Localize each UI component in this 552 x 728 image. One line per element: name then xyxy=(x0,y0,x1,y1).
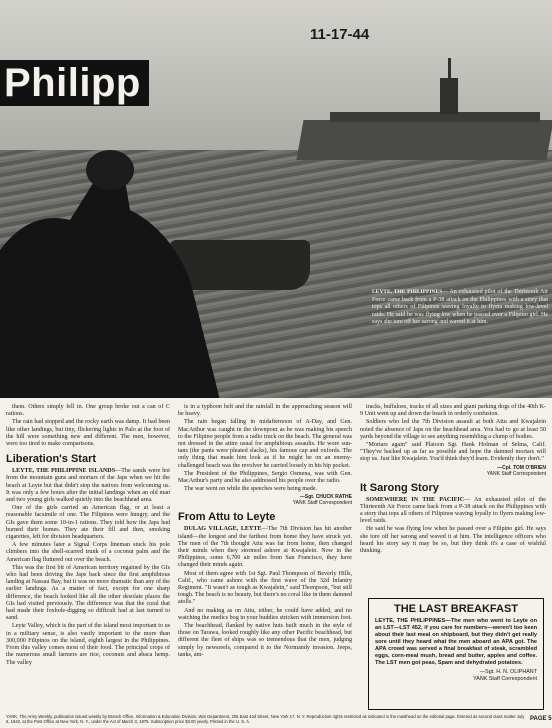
paragraph: The President of the Philippines, Sergio Osmena, was with Gen. MacArthur's party and he also addressed his people over the radio. xyxy=(178,470,352,485)
paragraph-text: —The 7th Division has hit another island—the longest and the farthest from home they have struck yet. The men of the 7th thought Attu was far from home, then changed their minds when they stormed ashore at Kwajalein. Now in the Philippines, some 6,700 air miles from San Francisco, they have changed their minds again. xyxy=(178,526,352,569)
soldier-silhouette xyxy=(0,140,220,398)
paragraph: Most of them agree with 1st Sgt. Paul Thompson of Beverly Hills, Calif., who came ashore with the first wave of the 32d Infantry Regiment. "It wasn't as tough as Kwajalein," said Thompson, "but still tough. The beach is no beauty, but there's no coral like in them damned atolls." xyxy=(178,570,352,606)
paragraph: Soldiers who led the 7th Division assault at both Attu and Kwajalein noted the absence of Japs on the beachhead area. You had to go at least 50 yards beyond the village to see anything resembling a clump of bodies. xyxy=(360,419,546,440)
caption-lead: LEYTE, THE PHILIPPINES— xyxy=(372,289,448,295)
byline xyxy=(178,494,352,506)
box-signature xyxy=(375,669,537,682)
box-title: THE LAST BREAKFAST xyxy=(393,603,519,615)
box-sign-role: YANK Staff Correspondent xyxy=(473,675,537,682)
byline-name: —Cpl. TOM O'BRIEN xyxy=(497,464,546,471)
lead-caps: DULAG VILLAGE, LEYTE xyxy=(184,526,262,533)
paragraph-text: —The sands were hot from the mountain guns and mortars of the Japs when we hit the beach at Leyte but that didn't stop the natives from welcoming us. It was only a few hours after the initial landings when an old man and two young girls walked quietly into the beachhead area. xyxy=(6,468,171,504)
paragraph: A few minutes later a Signal Corps lineman stuck his pole climbers into the shell-scarred trunk of a coconut palm and the American flag fluttered out over the beach. xyxy=(6,542,170,563)
column-2 xyxy=(178,404,352,660)
paragraph: And no making as on Attu, either, he could have added, and no watching the medics bog in your buddies stricken with immersion foot. xyxy=(178,607,352,621)
paragraph-text: — An exhausted pilot of the Thirteenth Air Force came back from a P-38 attack on the Philippines with a story that tops all others of Filipinos waving loyally to flyers making low-level raids. xyxy=(360,496,546,525)
caption-text: An exhausted pilot of the Thirteenth Air Force came back from a P-38 attack on the Philippines with a story that tops all others of Filipinos waving loyally to flyers making low-level raids. He said he was flying low when he passed over a Filipino girl. He says she tore off her sarong and waved it at him. xyxy=(372,289,549,325)
byline-role: YANK Staff Correspondent xyxy=(486,470,546,477)
paragraph: One of the girls carried an American flag, or at least a reasonable facsimile of one. The Filipinos were hungry, and the GIs gave them some 10-in-1 rations. They told how the Japs had burned their homes. They ate their fill and then, smoking cigarettes, left for division headquarters. xyxy=(6,505,170,541)
paragraph xyxy=(178,526,352,569)
byline-name: —Sgt. CHUCK RATHE xyxy=(299,494,352,501)
paragraph: is in a typhoon belt and the rainfall in the approaching season will be heavy. xyxy=(178,404,352,418)
byline xyxy=(360,465,546,477)
section-title-sarong: It Sarong Story xyxy=(360,481,439,494)
paragraph: them. Others simply fell in. One group broke out a can of C rations. xyxy=(6,404,170,418)
aircraft-carrier-hull xyxy=(296,120,552,160)
byline-role: YANK Staff Correspondent xyxy=(292,500,352,507)
paragraph xyxy=(6,468,170,504)
aircraft-carrier-island xyxy=(440,78,458,114)
section-title-liberation: Liberation's Start xyxy=(6,453,97,466)
box-sign-name: —Sgt. H. N. OLIPHANT xyxy=(479,669,537,675)
paragraph: This was the first bit of American territory regained by the GIs who had been driving the Japs back since the first amphibious landing at Nassau Bay, but it was no more dramatic than any of the earlier landings. As a matter of fact, except for one sharp difference, the beach looked like all the other desolate places the GIs had visited previously. The difference was that the coral that had made their foxhole-digging so difficult had at last turned to sand. xyxy=(6,564,170,622)
publication-footer: YANK, The Army Weekly, publication issued weekly by Branch Office, Information & Education Division, War Department, 205 East 42d Street, New York 17, N. Y. Reproduction rights restricted as indicated in the masthead on the editorial page. Entered as second class matter July 6, 1942, at the Post Office at New York, N. Y., under the Act of March 3, 1879. Subscription price $3.00 yearly. Printed in the U. S. A. xyxy=(6,714,525,725)
page-number: PAGE 5 xyxy=(530,716,552,722)
box-body: LEYTE, THE PHILIPPINES—The men who went to Leyte on an LST—LST 452, if you care for numbers—weren't too keen about their last meal on shipboard, but they didn't get really sore until they heard what the men aboard an APA got. The APA crowd was served a final breakfast of steak, scrambled eggs, corn-meal mush, bread and butter, apples and coffee. The LST men got peas, Spam and dehydrated potatoes. xyxy=(375,618,537,666)
aircraft-carrier-mast xyxy=(448,58,451,80)
aircraft-carrier-deck xyxy=(330,112,540,122)
lead-caps: LEYTE, THE PHILIPPINE ISLANDS xyxy=(12,468,116,475)
column-1 xyxy=(6,404,170,668)
paragraph: tracks, buffaloes, tracks of all sizes and giant parking dogs of the 40th K-9 Unit went up and down the beach in orderly confusion. xyxy=(360,404,546,418)
paragraph: Leyte Valley, which is the part of the island most important to us in a military sense, is also vastly important to the more than 300,000 Filipinos on the island, eighth largest in the Philippines. From this valley comes most of their food. The principal crops of the numerous small farmers are rice, coconuts and abaca hemp. The valley xyxy=(6,623,170,666)
date-stamp: 11-17-44 xyxy=(310,26,370,43)
paragraph: The beachhead, flanked by native huts built much in the style of those on Tarawa, looked roughly like any other Pacific beachhead, but different the fleet of ships was so tremendous that the men, judging simply by newsreels, compared it to the Normandy invasion. Jeeps, tanks, am- xyxy=(178,623,352,658)
paragraph: The rain began falling in midafternoon of A-Day, and Gen. MacArthur was caught in the downpour as he was making his speech to the Filipino people from a radio truck on the beach. The general was not dressed in the attire usual for amphibious assaults. He wore sun-tans (the pants were pleated slacks), his famous cap and oxfords. The only thing that made him look as if he might be on an enemy-challenged beach was the revolver he carried loosely in his hip pocket. xyxy=(178,419,352,469)
page-headline: Philipp xyxy=(0,60,149,106)
last-breakfast-box xyxy=(368,598,544,710)
section-title-attu: From Attu to Leyte xyxy=(178,511,276,524)
lead-caps: SOMEWHERE IN THE PACIFIC xyxy=(366,496,465,503)
paragraph xyxy=(360,497,546,526)
paragraph: "Mortars again" said Platoon Sgt. Hank Holman of Selma, Calif. "They've backed up as far as possible and hope the damned mortars will stop us. Just like Kwajalein. You'd think they'd learn. Evidently they don't." xyxy=(360,442,546,463)
paragraph: The rain had stopped and the rocky earth was damp. It had been like other landings, but tiny, flickering lights in Palo at the foot of the hill were something new and different. The men, however, were too tired to make comparisons. xyxy=(6,419,170,448)
paragraph: He said he was flying low when he passed over a Filipino girl. He says she tore off her sarong and waved it at him. The intelligence officers who heard his story say it may be so, but they think it's a case of wishful thinking. xyxy=(360,526,546,555)
paragraph: The war went on while the speeches were being made. xyxy=(184,486,317,493)
column-3 xyxy=(360,404,546,556)
photo-caption xyxy=(372,289,548,327)
